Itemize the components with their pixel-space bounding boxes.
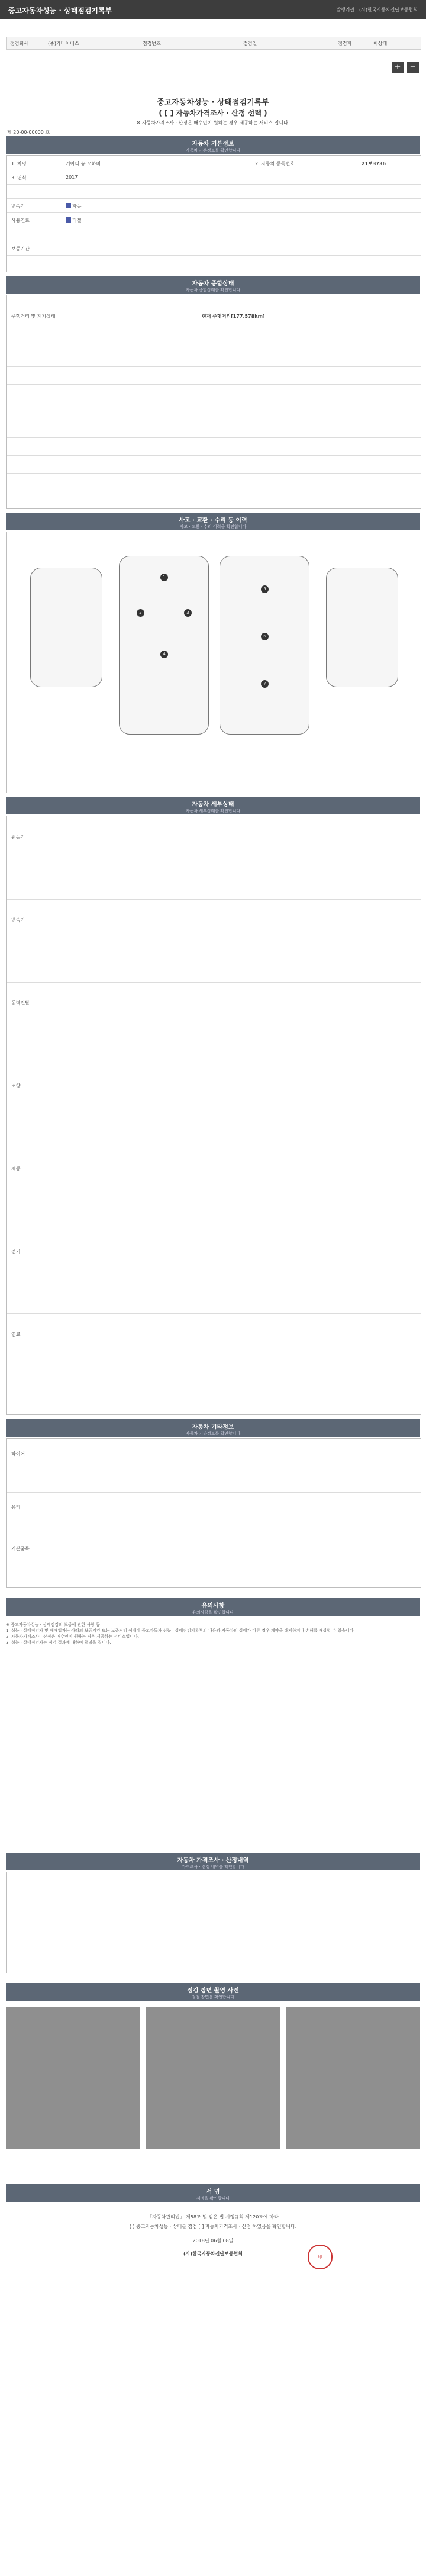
app-title: 중고자동차성능 · 상태점검기록부	[8, 7, 112, 15]
zoom-buttons	[390, 62, 419, 73]
section-header-notes: 유의사항 유의사항을 확인합니다	[6, 1598, 420, 1616]
inspector-label: 점검자	[338, 41, 352, 46]
photo-2	[146, 2007, 280, 2149]
transmission-value: 자동	[66, 203, 81, 210]
signature-date: 2018년 06월 08일	[192, 2238, 234, 2243]
car-name-label: 1. 차명	[11, 161, 27, 166]
section-header-overall: 자동차 종합상태 자동차 종합상태를 확인합니다	[6, 276, 420, 294]
section-header-basic: 자동차 기본정보 자동차 기본정보를 확인합니다	[6, 136, 420, 154]
tools-label: 기본품목	[11, 1546, 30, 1551]
certificate-number: 제 20-00-00000 호	[7, 130, 50, 135]
mileage-value: 현재 주행거리[177,578km]	[202, 314, 265, 319]
detail-row-transmission: 변속기	[11, 917, 25, 923]
mileage-label: 주행거리 및 계기상태	[11, 314, 56, 319]
detail-row-fuel: 연료	[11, 1332, 21, 1337]
car-top-view-inner	[220, 556, 309, 735]
top-bar	[0, 0, 426, 19]
accident-diagram: 1 2 3 4 5 6 7	[6, 532, 421, 793]
fuel-value: 디젤	[66, 217, 81, 224]
tire-label: 타이어	[11, 1451, 25, 1457]
glass-label: 유리	[11, 1505, 21, 1510]
overall-status-table	[6, 295, 421, 509]
car-right-view	[326, 568, 398, 687]
section-header-price: 자동차 가격조사 · 산정내역 가격조사 · 산정 내역을 확인합니다	[6, 1853, 420, 1870]
detail-status-table	[6, 816, 421, 1415]
section-header-other: 자동차 기타정보 자동차 기타정보를 확인합니다	[6, 1419, 420, 1437]
transmission-label: 변속기	[11, 204, 25, 209]
car-left-view	[30, 568, 102, 687]
photo-3	[286, 2007, 420, 2149]
other-info-table	[6, 1438, 421, 1588]
price-table	[6, 1872, 421, 1973]
year-value: 2017	[66, 175, 78, 180]
signature-line-2: ( ) 중고자동차성능 · 상태를 점검 [ ] 자동차가격조사 · 산정 하였음을 확인합니다.	[129, 2224, 297, 2229]
signature-org: (사)한국자동차진단보증협회	[183, 2251, 243, 2256]
number-label: 점검번호	[143, 41, 161, 46]
section-header-signature: 서 명 서명을 확인합니다	[6, 2184, 420, 2202]
section-header-accident: 사고 · 교환 · 수리 등 이력 사고 · 교환 · 수리 이력을 확인합니다	[6, 513, 420, 530]
date-label: 점검일	[243, 41, 257, 46]
document-subtitle: ( [ ] 자동차가격조사 · 산정 선택 )	[159, 109, 267, 117]
photo-1	[6, 2007, 140, 2149]
inspector-value: 이상태	[373, 41, 388, 46]
detail-row-electric: 전기	[11, 1249, 21, 1254]
company-value: (주)카바이베스	[48, 41, 79, 46]
fuel-label: 사용연료	[11, 218, 30, 223]
detail-row-brake: 제동	[11, 1166, 21, 1171]
signature-line-1: 「자동차관리법」 제58조 및 같은 법 시행규칙 제120조에 따라	[147, 2214, 279, 2220]
section-header-photos: 점검 장면 촬영 사진 점검 장면을 확인합니다	[6, 1983, 420, 2001]
document-title: 중고자동차성능 · 상태점검기록부	[157, 98, 269, 107]
document-note: ※ 자동차가격조사 · 산정은 매수인이 원하는 경우 제공하는 서비스 입니다.	[136, 120, 290, 125]
car-top-view-outer	[119, 556, 209, 735]
plate-label: 2. 자동차 등록번호	[255, 161, 295, 166]
info-row	[6, 37, 421, 50]
detail-row-drive: 동력전달	[11, 1000, 30, 1006]
warranty-label: 보증기간	[11, 246, 30, 252]
car-name-value: 기아더 뉴 모하비	[66, 161, 101, 166]
company-label: 점검회사	[10, 41, 28, 46]
section-header-detail: 자동차 세부상태 자동차 세부상태를 확인합니다	[6, 797, 420, 814]
year-label: 3. 연식	[11, 175, 27, 181]
zoom-out-button[interactable]: −	[407, 62, 419, 73]
official-stamp: 印	[308, 2245, 333, 2269]
detail-row-steering: 조향	[11, 1083, 21, 1089]
basic-info-table	[6, 155, 421, 272]
issuer-label: 발행기관 : (사)한국자동차진단보증협회	[336, 7, 418, 12]
zoom-in-button[interactable]: +	[392, 62, 404, 73]
notes-text: ※ 중고자동차성능 · 상태점검의 보증에 관한 사항 등 1. 성능 · 상태점검자 및 매매업자는 아래의 보증기간 또는 보증거리 이내에 중고자동차 성능 · 상태점검기록부의 내용과 자동차의 상태가 다른 경우 계약을 해제하거나 손해를 배상할 수 있습니다. 2. 자동차가격조사 · 산정은 매수인이 원하는 경우 제공하는 서비스입니다. 3. 성능 · 상태점검자는 점검 결과에 대하여 책임을 집니다.	[6, 1622, 355, 1645]
detail-row-engine: 원동기	[11, 835, 25, 840]
plate-value: 21보3736	[362, 161, 386, 166]
